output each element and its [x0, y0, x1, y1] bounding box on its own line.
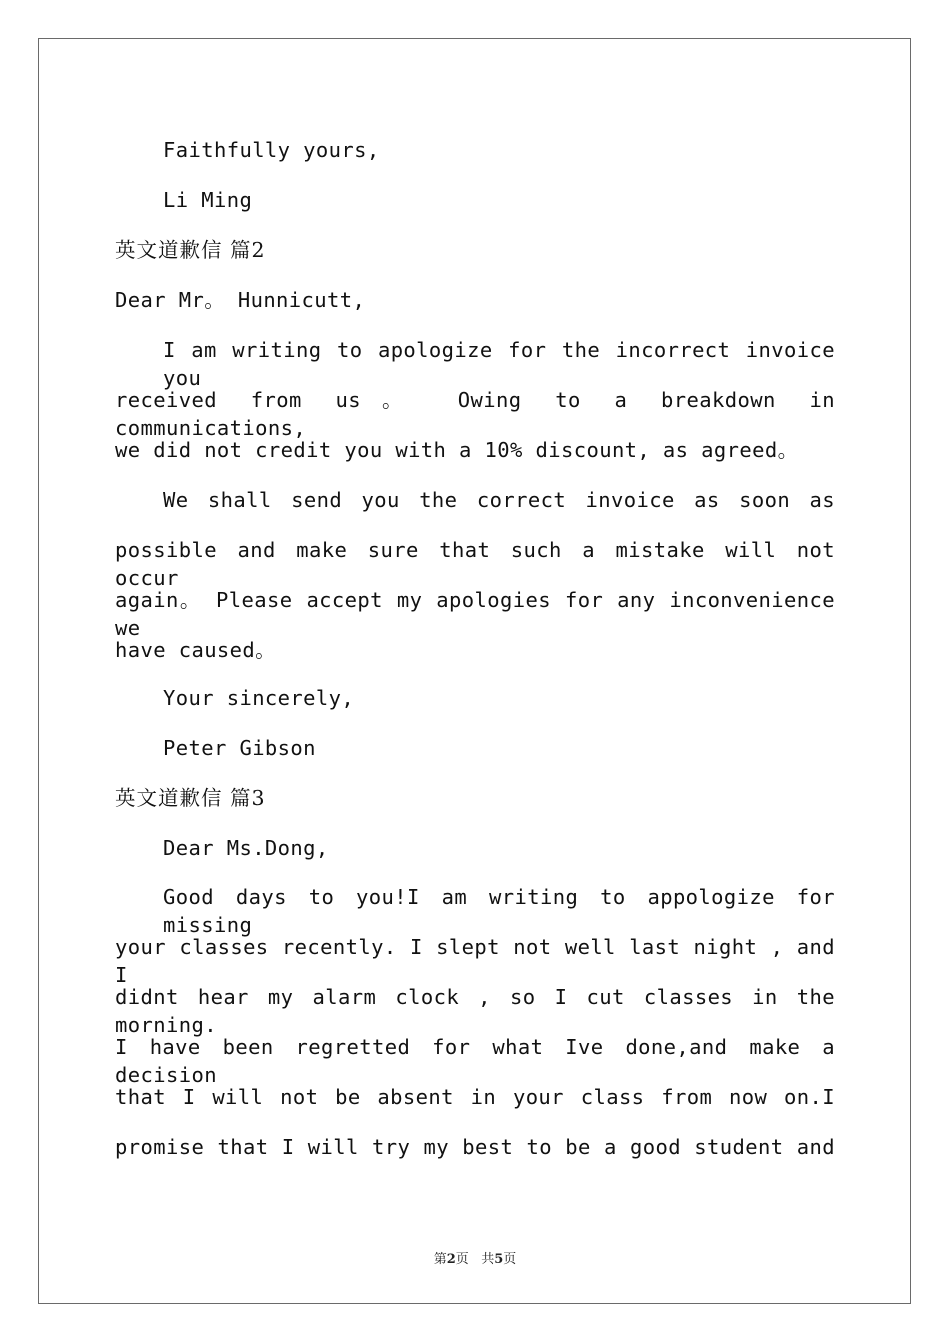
current-page-number: 2	[446, 1252, 456, 1267]
paragraph-line: have caused。	[115, 638, 277, 662]
paragraph-line: Good days to you!I am writing to appologize for missing	[163, 885, 835, 937]
paragraph-line: your classes recently. I slept not well last night , and I	[115, 935, 835, 987]
paragraph-line: promise that I will try my best to be a good student and	[115, 1135, 835, 1159]
page-number-footer	[0, 1248, 950, 1267]
closing-line: Your sincerely,	[163, 686, 355, 710]
salutation-line: Dear Mr。 Hunnicutt,	[115, 288, 366, 312]
paragraph-line: didnt hear my alarm clock , so I cut classes in the morning.	[115, 985, 835, 1037]
paragraph-line: We shall send you the correct invoice as soon as	[163, 488, 835, 512]
page-border	[38, 38, 911, 1304]
signature-line: Peter Gibson	[163, 736, 316, 760]
paragraph-line: possible and make sure that such a mistake will not occur	[115, 538, 835, 590]
closing-line: Faithfully yours,	[163, 138, 380, 162]
section-heading: 英文道歉信 篇3	[115, 786, 266, 810]
total-page-count: 5	[494, 1252, 504, 1267]
salutation-line: Dear Ms.Dong,	[163, 836, 329, 860]
paragraph-line: I have been regretted for what Ive done,and make a decision	[115, 1035, 835, 1087]
footer-mid: 页 共	[455, 1252, 495, 1267]
signature-line: Li Ming	[163, 188, 253, 212]
paragraph-line: I am writing to apologize for the incorrect invoice you	[163, 338, 835, 390]
paragraph-line: we did not credit you with a 10% discount, as agreed。	[115, 438, 799, 462]
footer-prefix: 第	[433, 1252, 447, 1267]
section-heading: 英文道歉信 篇2	[115, 238, 266, 262]
paragraph-line: that I will not be absent in your class from now on.I	[115, 1085, 835, 1109]
paragraph-line: again。 Please accept my apologies for any inconvenience we	[115, 588, 835, 640]
footer-suffix: 页	[503, 1252, 517, 1267]
paragraph-line: received from us。 Owing to a breakdown in communications,	[115, 388, 835, 440]
